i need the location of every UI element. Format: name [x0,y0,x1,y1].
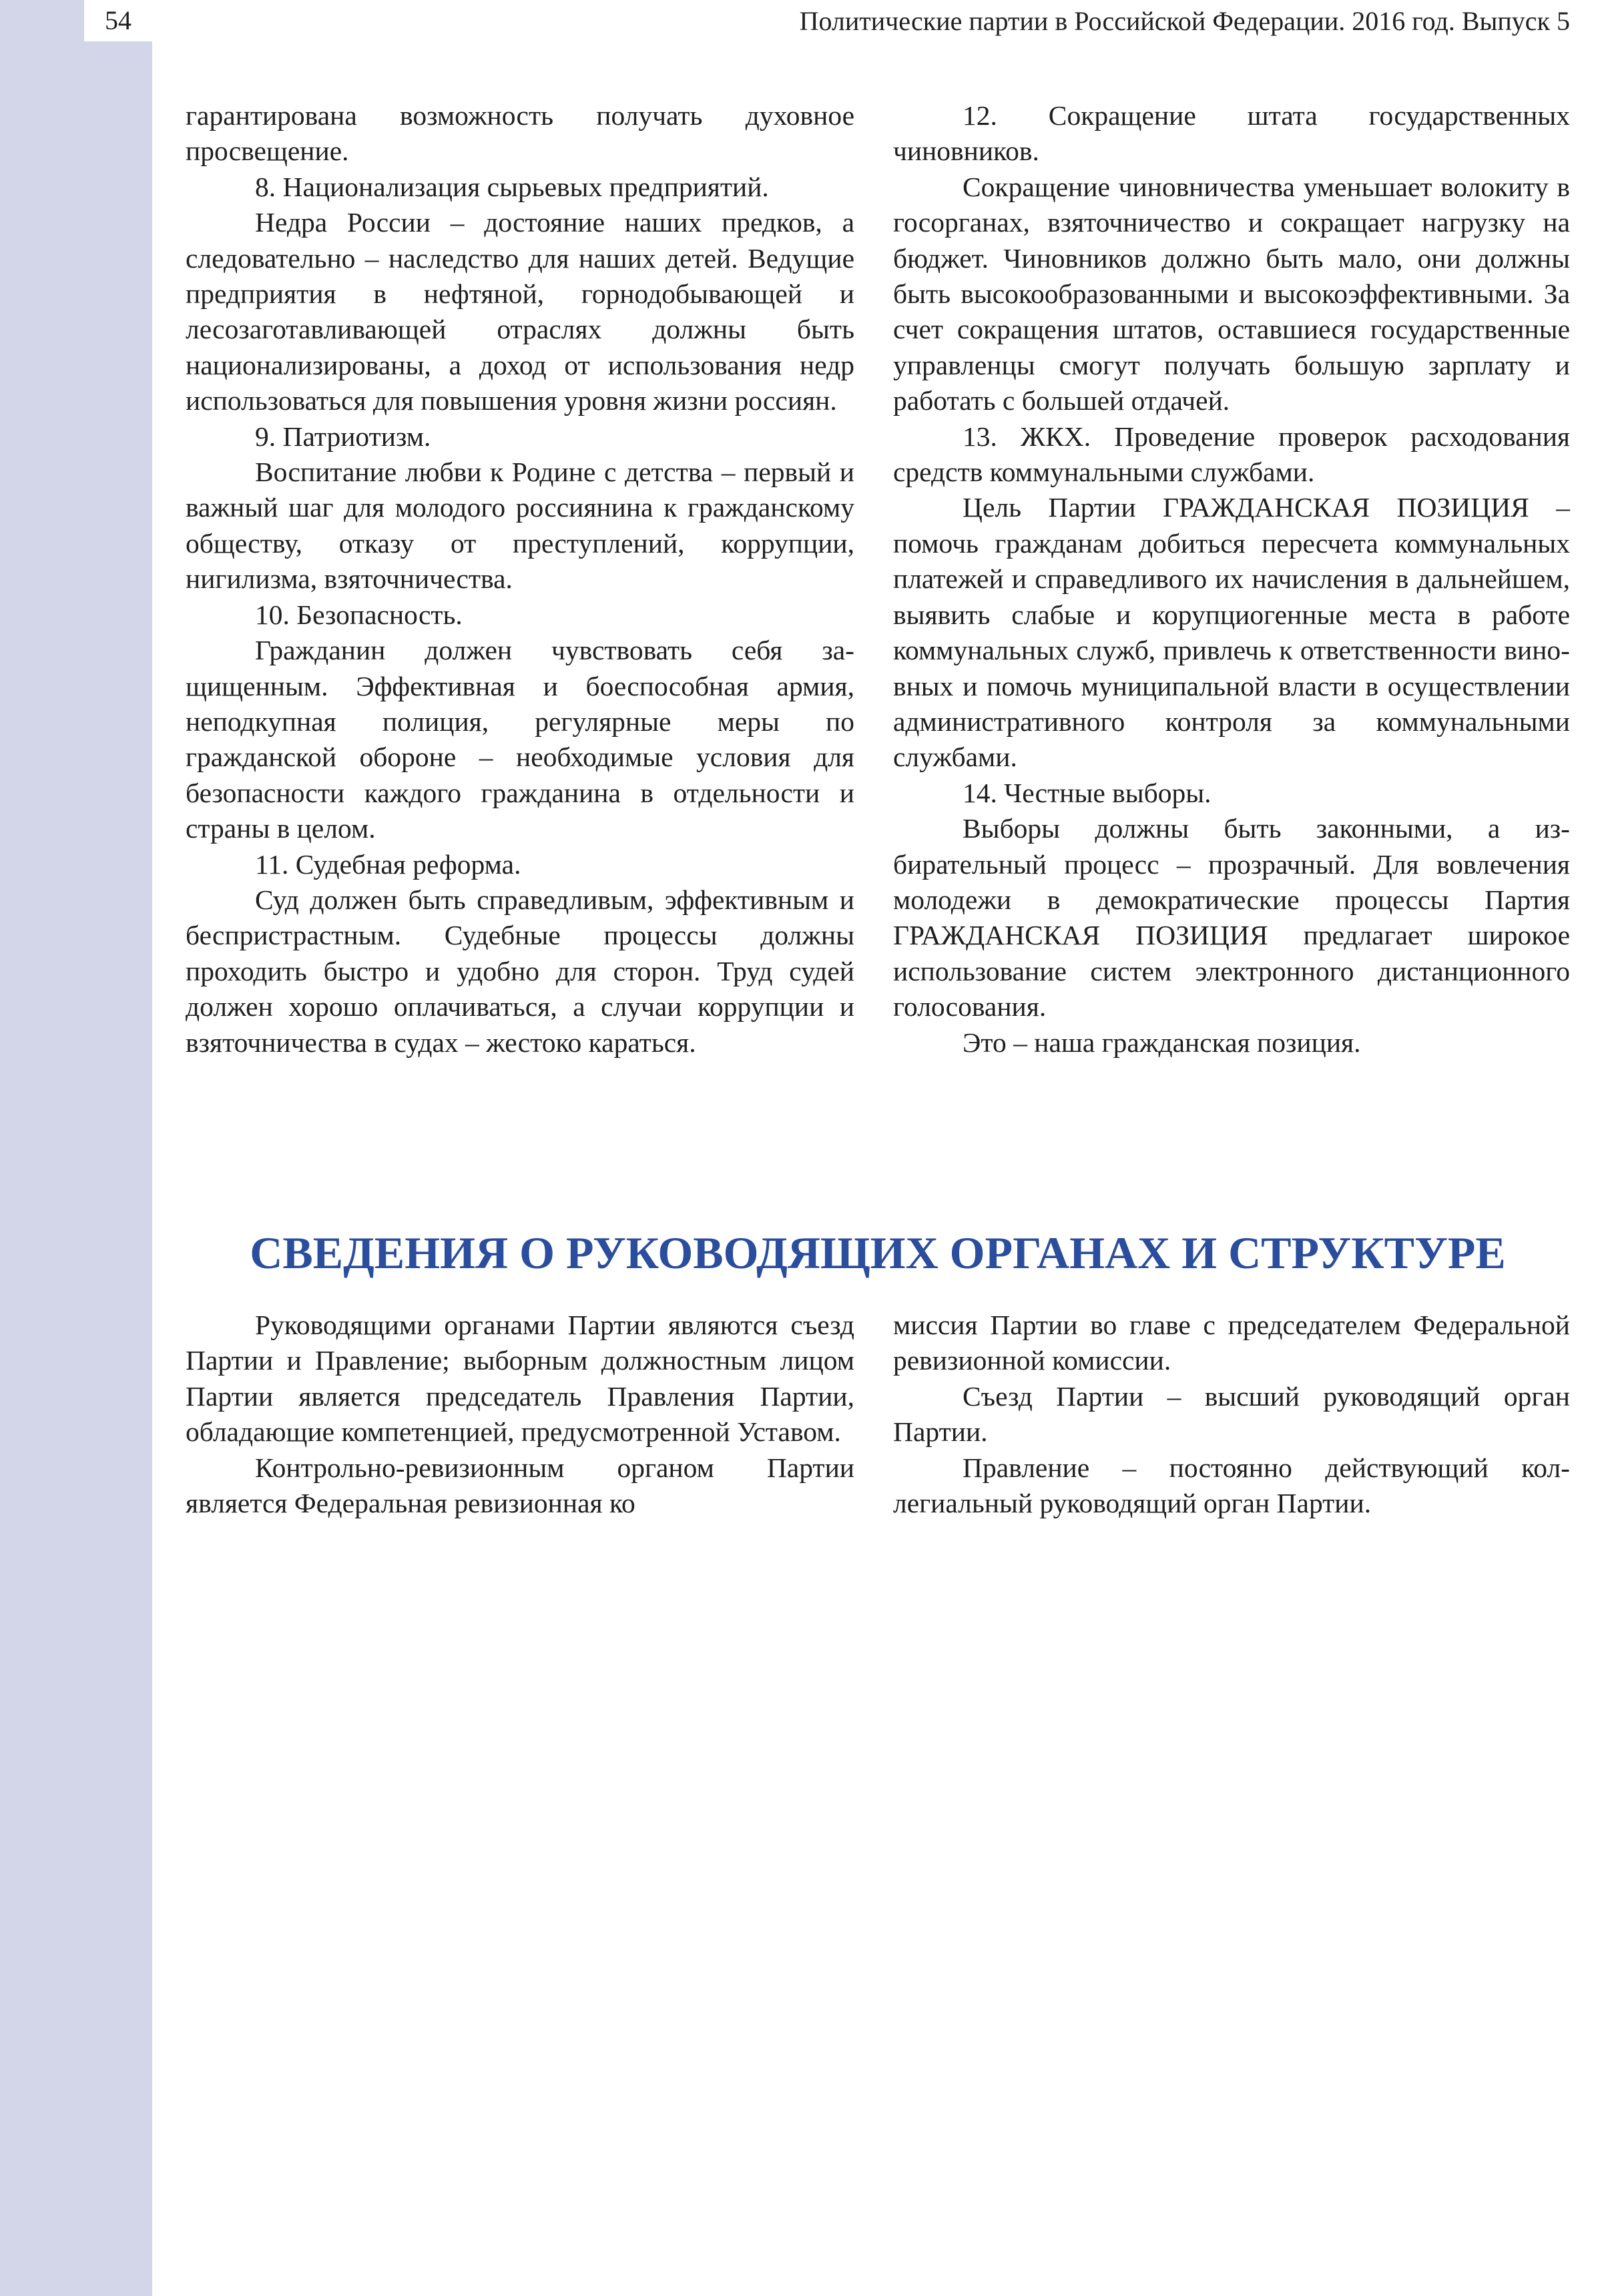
paragraph: Руководящими органами Партии являются съезд Партии и Правление; выборным должностным лицом Партии является председатель Правления Партии, обладающие компетенцией, предусмотренной Уставом. [186,1310,854,1448]
page-number: 54 [84,0,152,41]
running-header: Политические партии в Российской Федерации. 2016 год. Выпуск 5 [799,6,1570,36]
bottom-right-column [893,1308,1570,1521]
paragraph: Недра России – достояние наших предков, а следовательно – наследство для наших детей. Ведущие предприятия в нефтяной, горнодобывающей и лесозаготавливающей отраслях должны быть национализированы, а доход от использования недр использоваться для повышения уровня жизни россиян. [186,207,854,416]
paragraph: Гражданин должен чувствовать себя защищенным. Эффективная и боеспособная армия, неподкупная полиция, регулярные меры по гражданской обороне – необходимые условия для безопасности каждого гражданина в отдельности и страны в целом. [186,635,854,844]
paragraph: гарантирована возможность получать духовное просвещение. [186,100,854,167]
paragraph: Это – наша гражданская позиция. [963,1027,1361,1058]
paragraph: Цель Партии ГРАЖДАНСКАЯ ПОЗИЦИЯ – помочь гражданам добиться пересчета коммунальных платежей и справедливого их начисления в дальнейшем, выявить слабые и корупциогенные места в работе коммунальных служб, привлечь к ответственности виновных и помочь муниципальной власти в осуществлении административного контроля за коммунальными службами. [893,492,1570,773]
paragraph: Съезд Партии – высший руководящий орган Партии. [893,1380,1570,1448]
list-item-heading: 8. Национализация сырьевых предприятий. [255,171,769,202]
side-band [0,0,152,2296]
list-item-heading: 13. ЖКХ. Проведение проверок расходования средств коммунальными службами. [893,420,1570,488]
list-item-heading: 10. Безопасность. [255,599,463,630]
list-item-heading: 14. Честные выборы. [963,777,1212,808]
paragraph: Сокращение чиновничества уменьшает волокиту в госорганах, взяточничество и сокращает нагрузку на бюджет. Чиновников должно быть мало, они должны быть высокообразованными и высокоэффективными. За счет сокращения штатов, оставшиеся государственные управленцы смогут получать большую зарплату и работать с большей отдачей. [893,171,1570,416]
top-right-column [893,98,1570,1061]
paragraph: Воспитание любви к Родине с детства – первый и важный шаг для молодого россиянина к гражданскому обществу, отказу от преступлений, коррупции, нигилизма, взяточничества. [186,457,854,595]
list-item-heading: 11. Судебная реформа. [255,848,521,880]
top-left-column [186,98,854,1061]
paragraph: миссия Партии во главе с председателем Федеральной ревизионной комиссии. [893,1310,1570,1376]
list-item-heading: 12. Сокращение штата государственных чиновников. [893,100,1570,167]
paragraph: Суд должен быть справедливым, эффективным и беспристрастным. Судебные процессы должны проходить быстро и удобно для сторон. Труд судей должен хорошо оплачиваться, а случаи коррупции и взяточничества в судах – жестоко караться. [186,884,854,1058]
paragraph: Выборы должны быть законными, а избирательный процесс – прозрачный. Для вовлечения молодежи в демократические процессы Партия ГРАЖДАНСКАЯ ПОЗИЦИЯ предлагает широкое использование систем электронного дистанционного голосования. [893,813,1570,1023]
list-item-heading: 9. Патриотизм. [255,420,431,452]
section-heading: СВЕДЕНИЯ О РУКОВОДЯЩИХ ОРГАНАХ И СТРУКТУРЕ [250,1227,1506,1278]
paragraph: Контрольно-ревизионным органом Партии является Федеральная ревизионная ко [186,1452,854,1519]
paragraph: Правление – постоянно действующий коллегиальный руководящий орган Партии. [893,1452,1570,1519]
bottom-left-column [186,1308,854,1521]
